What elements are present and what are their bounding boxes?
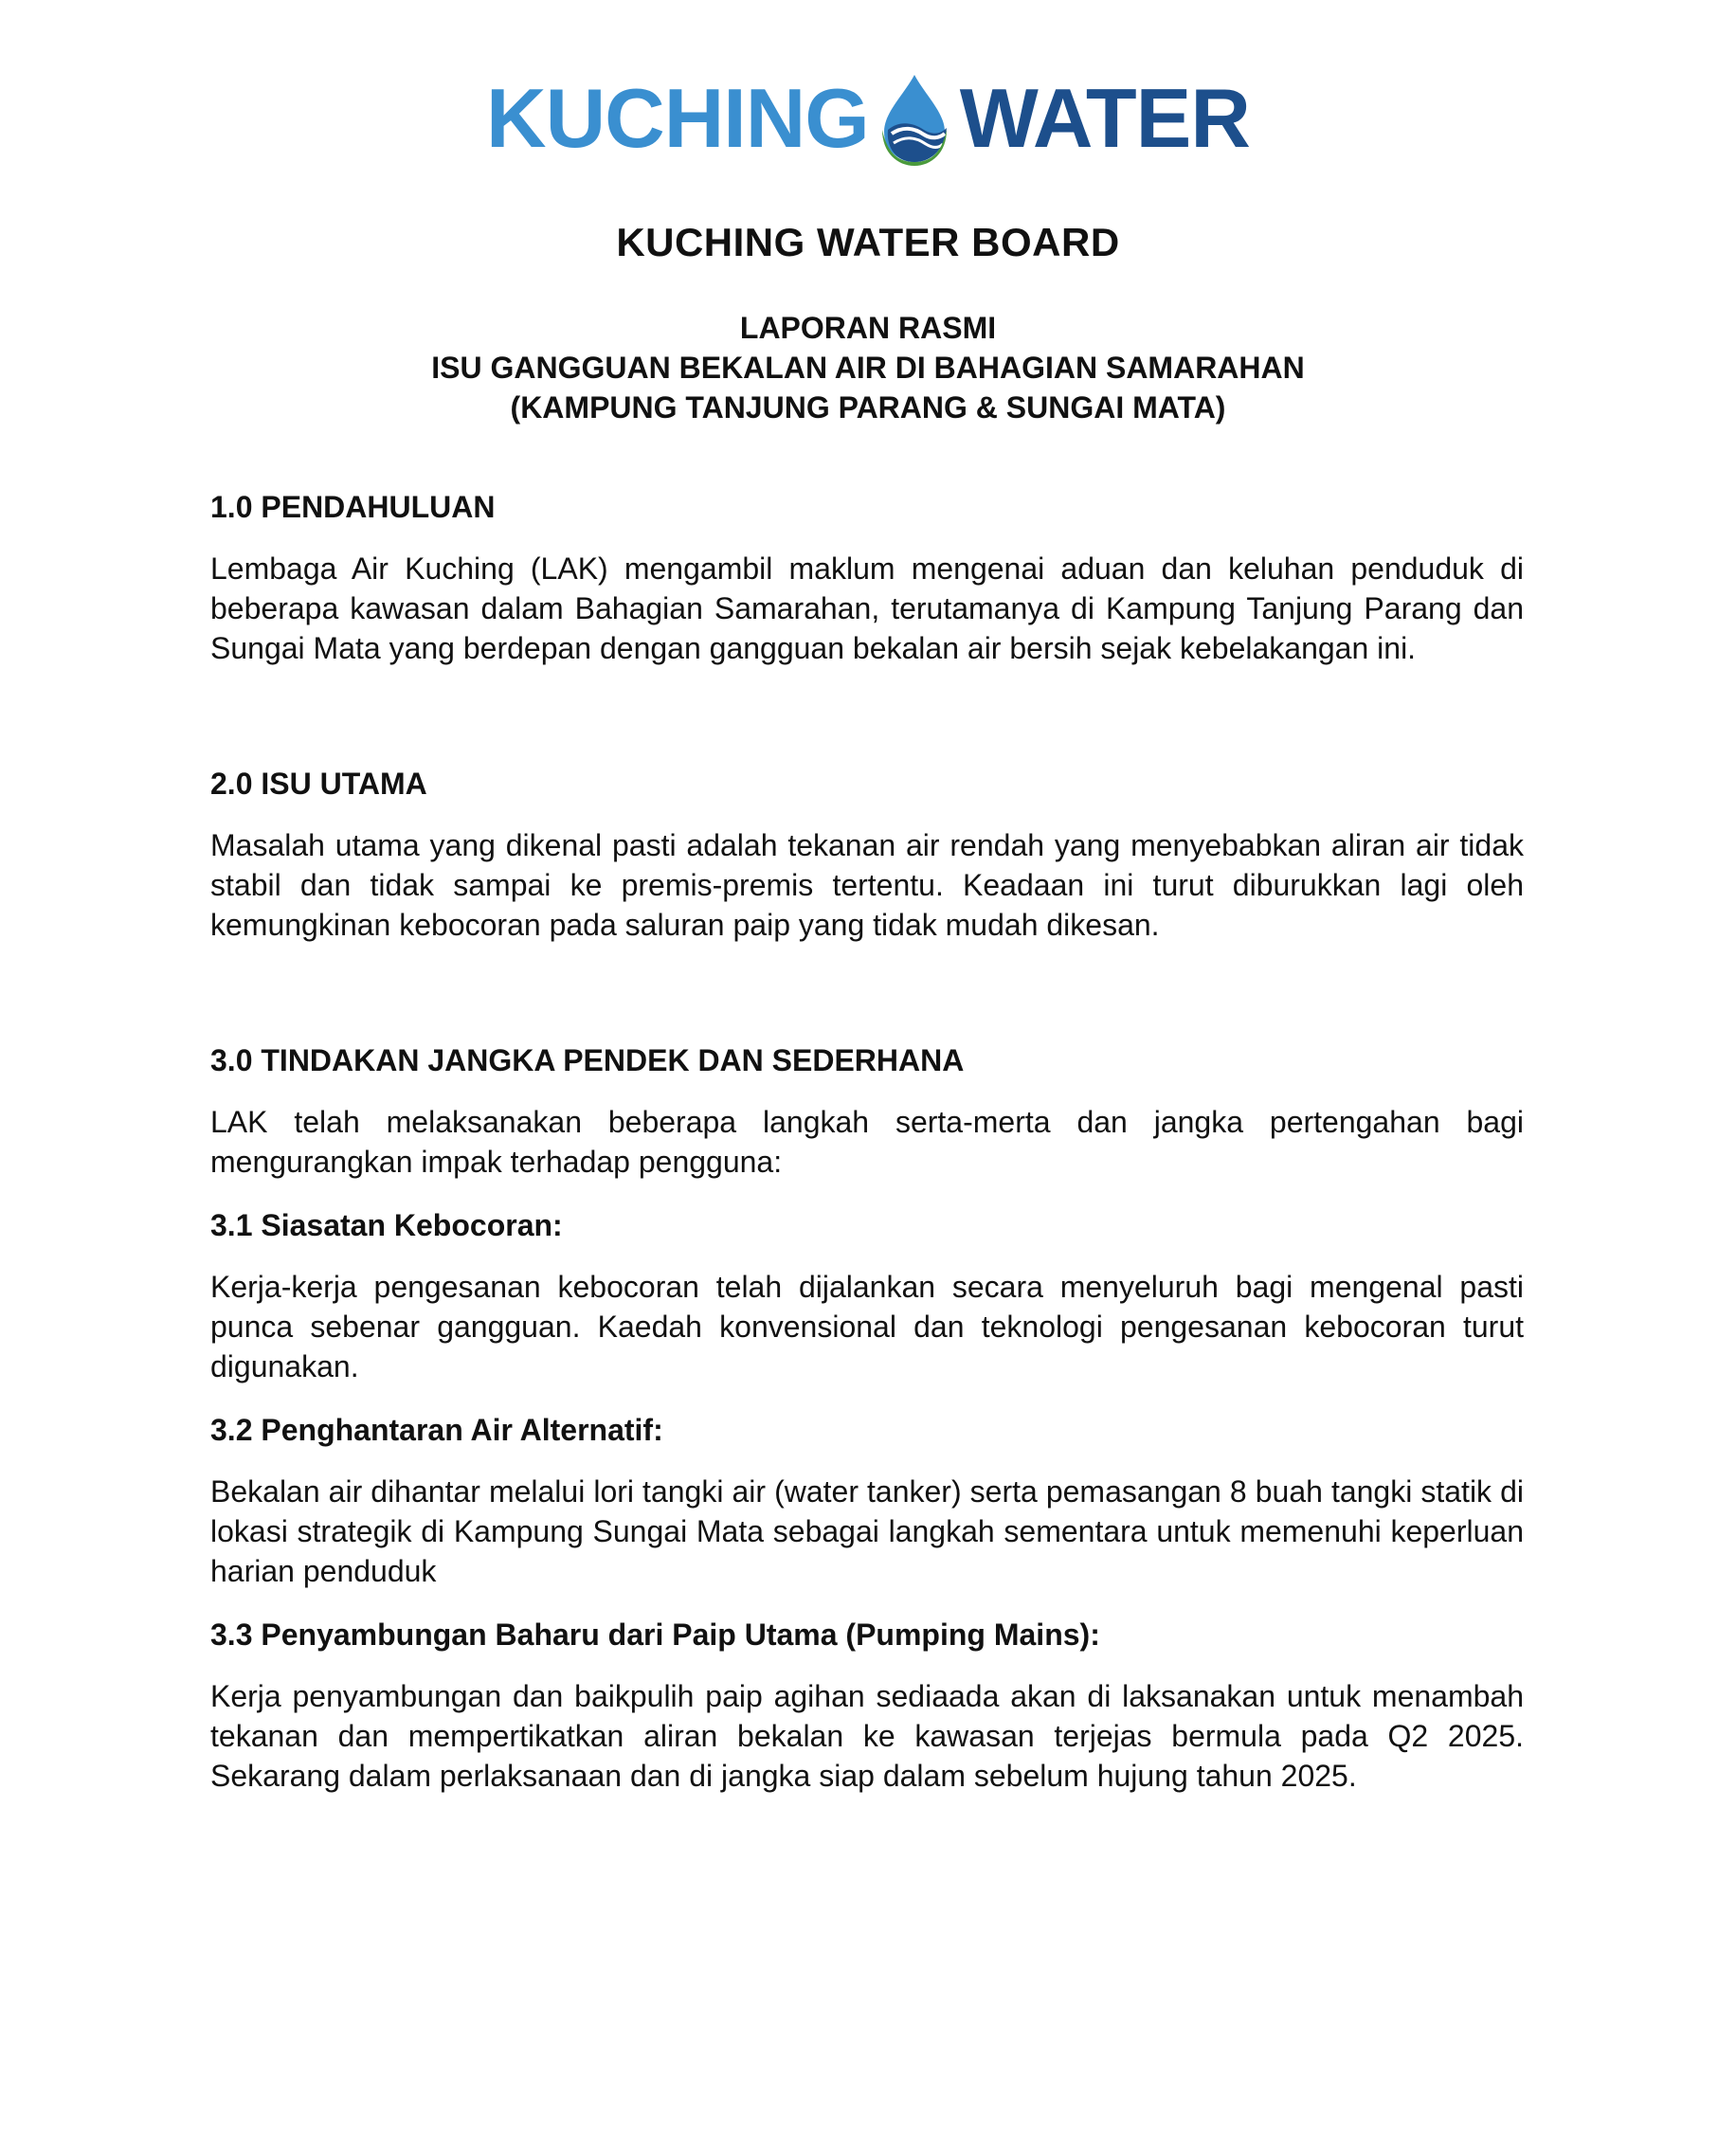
section-body-3: LAK telah melaksanakan beberapa langkah serta-merta dan jangka pertengahan bagi mengurangkan impak terhadap pengguna: bbox=[210, 1105, 1524, 1179]
report-title-block bbox=[0, 308, 1736, 427]
sub-heading-3-1: 3.1 Siasatan Kebocoran: bbox=[210, 1208, 563, 1242]
sub-body-3-1: Kerja-kerja pengesanan kebocoran telah dijalankan secara menyeluruh bagi mengenal pasti punca sebenar gangguan. Kaedah konvensional dan teknologi pengesanan kebocoran turut digunakan. bbox=[210, 1270, 1524, 1383]
sub-heading-3-2: 3.2 Penghantaran Air Alternatif: bbox=[210, 1413, 663, 1447]
logo-word-water: WATER bbox=[959, 71, 1250, 165]
water-drop-icon bbox=[875, 71, 954, 166]
section-heading-1: 1.0 PENDAHULUAN bbox=[210, 490, 496, 524]
org-title: KUCHING WATER BOARD bbox=[616, 220, 1120, 264]
sub-heading-3-3: 3.3 Penyambungan Baharu dari Paip Utama (Pumping Mains): bbox=[210, 1618, 1100, 1652]
logo-word-kuching: KUCHING bbox=[486, 71, 869, 165]
report-body bbox=[210, 488, 1524, 1820]
section-body-1: Lembaga Air Kuching (LAK) mengambil maklum mengenai aduan dan keluhan penduduk di beberapa kawasan dalam Bahagian Samarahan, terutamanya di Kampung Tanjung Parang dan Sungai Mata yang berdepan dengan gangguan bekalan air bersih sejak kebelakangan ini. bbox=[210, 551, 1524, 665]
report-title-line-1: LAPORAN RASMI bbox=[739, 311, 997, 345]
sub-body-3-2: Bekalan air dihantar melalui lori tangki air (water tanker) serta pemasangan 8 buah tangki statik di lokasi strategik di Kampung Sungai Mata sebagai langkah sementara untuk memenuhi keperluan harian penduduk bbox=[210, 1474, 1524, 1588]
section-heading-3: 3.0 TINDAKAN JANGKA PENDEK DAN SEDERHANA bbox=[210, 1043, 965, 1077]
section-body-2: Masalah utama yang dikenal pasti adalah tekanan air rendah yang menyebabkan aliran air tidak stabil dan tidak sampai ke premis-premis tertentu. Keadaan ini turut diburukkan lagi oleh kemungkinan kebocoran pada saluran paip yang tidak mudah dikesan. bbox=[210, 828, 1524, 942]
section-heading-2: 2.0 ISU UTAMA bbox=[210, 767, 427, 801]
sub-body-3-3: Kerja penyambungan dan baikpulih paip agihan sediaada akan di laksanakan untuk menambah tekanan dan mempertikatkan aliran bekalan ke kawasan terjejas bermula pada Q2 2025. Sekarang dalam perlaksanaan dan di jangka siap dalam sebelum hujung tahun 2025. bbox=[210, 1679, 1524, 1793]
report-title-line-2: ISU GANGGUAN BEKALAN AIR DI BAHAGIAN SAMARAHAN bbox=[431, 351, 1305, 385]
report-title-line-3: (KAMPUNG TANJUNG PARANG & SUNGAI MATA) bbox=[510, 390, 1226, 425]
kuching-water-logo bbox=[0, 66, 1736, 171]
